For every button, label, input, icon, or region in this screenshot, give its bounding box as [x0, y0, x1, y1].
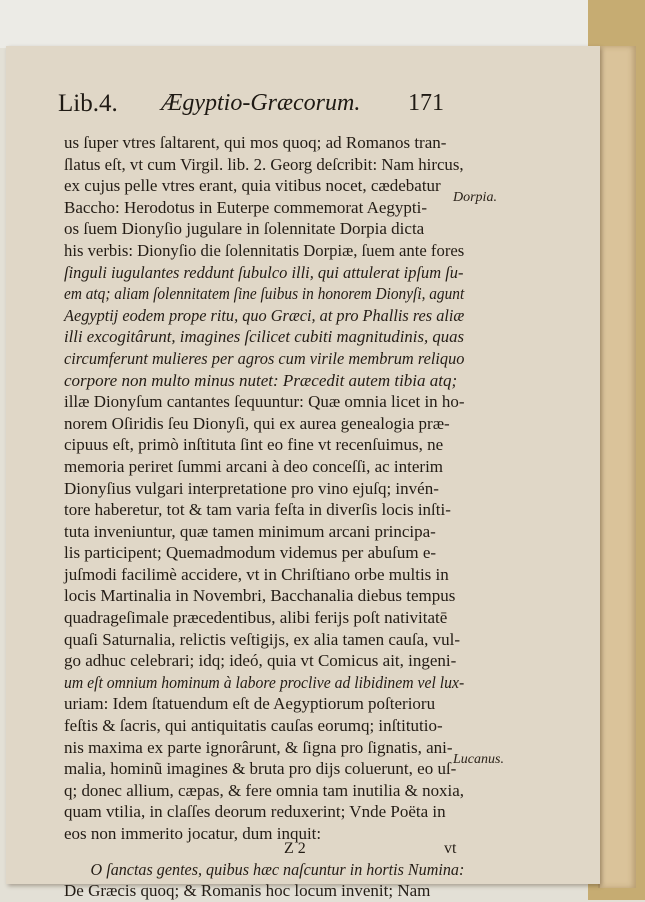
- text-line: illæ Dionyſum cantantes ſequuntur: Quæ omnia licet in ho-: [64, 392, 465, 412]
- text-line: ſinguli iugulantes reddunt ſubulco illi, qui attulerat ipſum ſu-: [64, 262, 464, 282]
- text-line: um eſt omnium hominum à labore proclive ad libidinem vel lux-: [64, 672, 465, 692]
- header-book: Lib.4.: [58, 90, 118, 117]
- text-line: quadrageſimale præcedentibus, alibi ferijs poſt nativitatē: [64, 608, 448, 628]
- text-line: go adhuc celebrari; idq; ideó, quia vt Comicus ait, ingeni-: [64, 651, 457, 671]
- text-line: Dionyſius vulgari interpretatione pro vino ejuſq; invén-: [64, 478, 439, 498]
- text-line: eos non immerito jocatur, dum inquit:: [64, 824, 322, 843]
- text-line: his verbis: Dionyſio die ſolennitatis Dorpiæ, ſuem ante fores: [64, 240, 465, 260]
- final-line: De Græcis quoq; & Romanis hoc locum invenit; Nam: [64, 881, 431, 901]
- book-page: [6, 46, 600, 901]
- text-line: ſlatus eſt, vt cum Virgil. lib. 2. Georg deſcribit: Nam hircus,: [64, 154, 464, 174]
- text-line: norem Oſiridis ſeu Dionyſi, qui ex aurea genealogia præ-: [64, 413, 450, 433]
- text-line: cipuus eſt, primò inſtituta ſint eo fine vt recenſuimus, ne: [64, 435, 444, 455]
- body-text: [64, 132, 464, 902]
- text-line: juſmodi facilimè accidere, vt in Chriſtiano orbe multis in: [64, 564, 449, 584]
- text-line: lis participent; Quemadmodum videmus per abuſum e-: [64, 543, 437, 563]
- catchword: vt: [444, 840, 457, 857]
- text-line: q; donec allium, cæpas, & fere omnia tam inutilia & noxia,: [64, 780, 465, 800]
- text-line: em atq; aliam ſolennitatem ſine ſuibus in honorem Dionyſi, agunt: [64, 284, 465, 304]
- running-header: [58, 90, 458, 130]
- text-line: us ſuper vtres ſaltarent, qui mos quoq; ad Romanos tran-: [64, 133, 447, 152]
- text-line: quam vtilia, in claſſes deorum reduxerint; Vnde Poëta in: [64, 802, 446, 822]
- text-line: locis Martinalia in Novembri, Bacchanalia diebus tempus: [64, 586, 456, 606]
- text-line: uriam: Idem ſtatuendum eſt de Aegyptiorum poſterioru: [64, 694, 436, 714]
- signature-mark: Z 2: [284, 840, 306, 857]
- page-footer: [58, 840, 478, 864]
- text-line: nis maxima ex parte ignorârunt, & ſigna pro ſignatis, ani-: [64, 737, 453, 757]
- text-line: quaſi Saturnalia, relictis veſtigijs, ex alia tamen cauſa, vul-: [64, 629, 461, 649]
- text-line: os ſuem Dionyſio jugulare in ſolennitate Dorpia dicta: [64, 219, 425, 239]
- margin-note-dorpia: Dorpia.: [453, 190, 497, 205]
- text-line: tore haberetur, tot & tam varia feſta in diverſis locis inſti-: [64, 500, 451, 520]
- text-line: feſtis & ſacris, qui antiquitatis cauſas eorumq; inſtitutio-: [64, 716, 443, 736]
- text-line: memoria periret ſummi arcani à deo conceſſi, ac interim: [64, 456, 444, 476]
- header-title: Ægyptio-Græcorum.: [161, 90, 361, 116]
- margin-note-lucanus: Lucanus.: [453, 752, 504, 767]
- book-cover-edge: [598, 46, 636, 888]
- page-number: 171: [408, 90, 444, 116]
- text-line: circumferunt mulieres per agros cum virile membrum reliquo: [64, 348, 465, 368]
- prose-lines: [64, 132, 464, 845]
- text-line: ex cujus pelle vtres erant, quia vitibus nocet, cædebatur: [64, 176, 441, 196]
- text-line: illi excogitârunt, imagines ſcilicet cubiti magnitudinis, quas: [64, 327, 464, 347]
- text-line: Baccho: Herodotus in Euterpe commemorat Aegypti-: [64, 197, 428, 217]
- text-line: Aegyptij eodem prope ritu, quo Græci, at pro Phallis res aliæ: [64, 305, 465, 325]
- background-top-strip: [0, 0, 645, 48]
- text-line: tuta inveniuntur, quæ tamen minimum arcani principa-: [64, 521, 436, 541]
- text-line: malia, hominũ imagines & bruta pro dijs coluerunt, eo uſ-: [64, 759, 457, 779]
- text-line: corpore non multo minus nutet: Præcedit autem tibia atq;: [64, 370, 458, 390]
- verse-line: O ſanctas gentes, quibus hæc naſcuntur in hortis Numina:: [90, 859, 465, 879]
